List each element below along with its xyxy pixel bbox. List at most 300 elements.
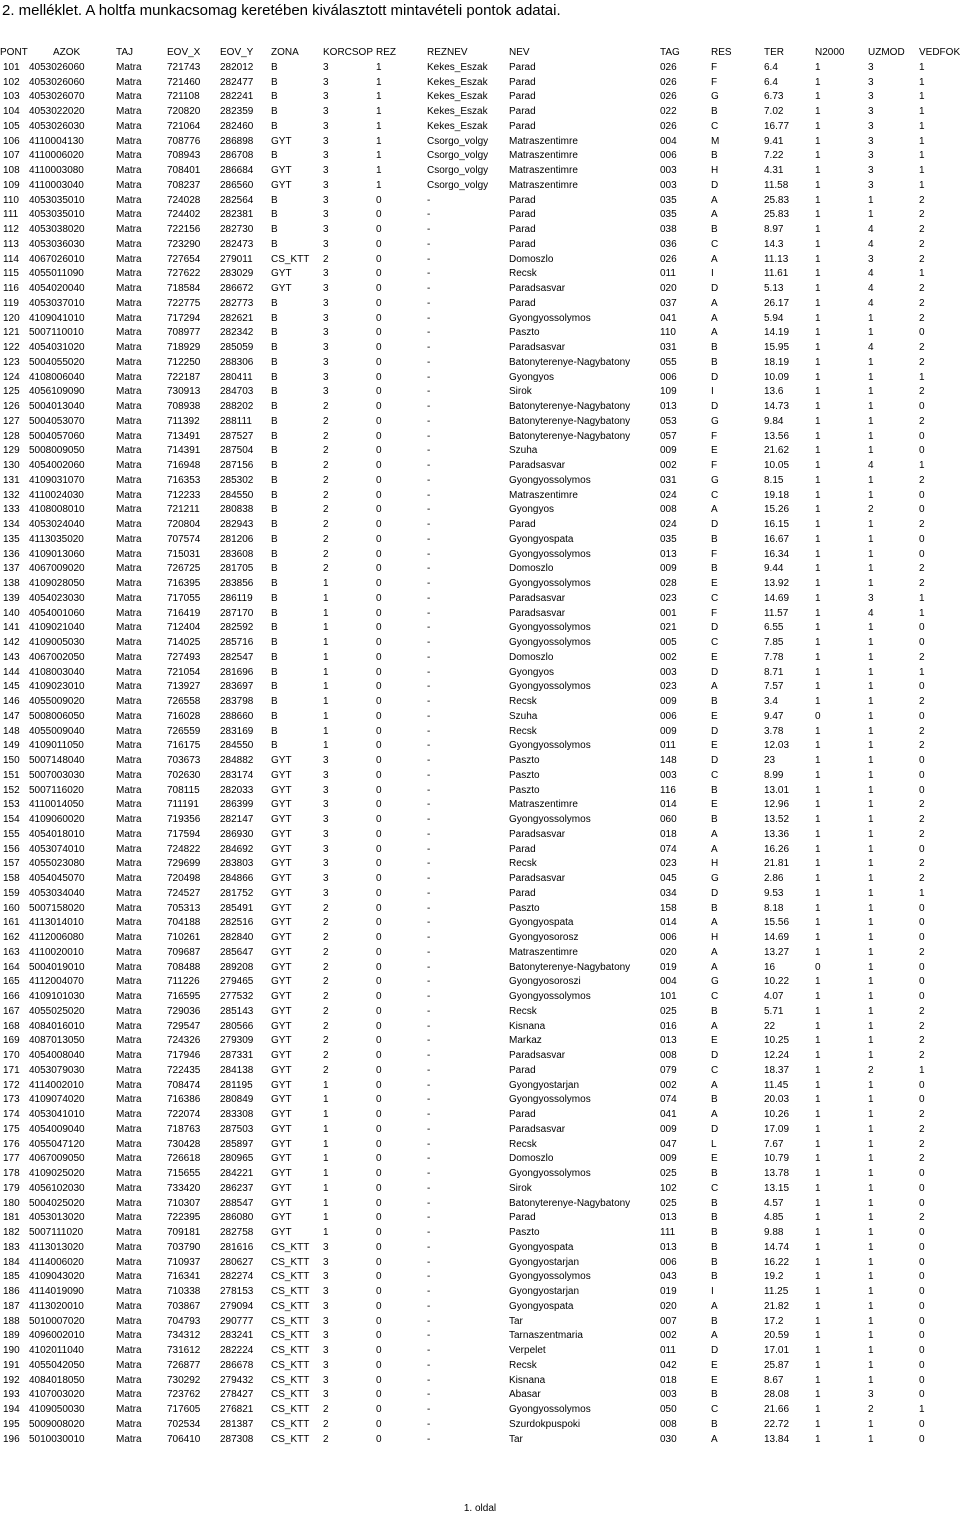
table-cell: B	[271, 224, 278, 235]
table-cell: 2	[323, 1404, 329, 1415]
table-cell: 717605	[167, 1404, 201, 1415]
table-cell: 283803	[220, 858, 254, 870]
table-cell: Batonyterenye-Nagybatony	[509, 430, 631, 442]
table-cell: 2	[323, 548, 329, 560]
table-cell: 1	[815, 179, 821, 191]
table-cell: Gyongyossolymos	[509, 1094, 591, 1106]
table-cell: 035	[660, 209, 677, 221]
table-cell: 024	[660, 489, 677, 501]
table-cell: B	[271, 489, 278, 501]
table-cell: 060	[660, 814, 677, 825]
table-cell: 713491	[167, 430, 201, 442]
table-cell: 19.2	[764, 1271, 784, 1283]
table-cell: 286119	[220, 592, 253, 604]
table-cell: 716175	[167, 740, 201, 752]
table-cell: GYT	[271, 1168, 292, 1179]
table-cell: 280627	[220, 1256, 254, 1268]
table-cell: 2	[919, 297, 925, 309]
table-cell: Batonyterenye-Nagybatony	[509, 356, 631, 368]
table-cell: -	[427, 474, 431, 486]
table-row	[0, 695, 960, 710]
table-cell: 1	[868, 1123, 874, 1135]
table-cell: 2	[323, 445, 329, 457]
table-cell: 4114002010	[29, 1079, 84, 1091]
table-cell: 144	[3, 666, 20, 678]
table-cell: 101	[3, 61, 20, 73]
table-cell: 196	[3, 1433, 20, 1445]
table-cell: Abasar	[509, 1389, 541, 1401]
table-cell: 726558	[167, 696, 201, 707]
table-cell: 1	[815, 740, 821, 752]
table-cell: 1	[323, 681, 329, 693]
table-cell: 282773	[220, 297, 254, 309]
table-cell: 706410	[167, 1433, 201, 1445]
table-cell: Gyongyospata	[509, 917, 574, 929]
table-cell: 050	[660, 1404, 677, 1415]
table-cell: 285143	[220, 1005, 254, 1017]
table-cell: 025	[660, 1005, 677, 1017]
table-cell: GYT	[271, 1094, 292, 1106]
table-cell: 1	[815, 651, 821, 663]
table-cell: Gyongyos	[509, 666, 555, 678]
table-cell: 4112006080	[29, 932, 84, 943]
table-cell: F	[711, 607, 718, 619]
table-cell: 1	[919, 106, 925, 117]
table-cell: 6.4	[764, 76, 778, 88]
table-cell: 153	[3, 799, 20, 811]
table-cell: 132	[3, 489, 20, 501]
table-cell: -	[427, 519, 431, 530]
table-cell: 157	[3, 858, 20, 870]
table-cell: 1	[323, 1079, 329, 1091]
table-row	[0, 1049, 960, 1064]
table-cell: 2	[919, 253, 925, 265]
table-cell: 279465	[220, 976, 254, 988]
table-cell: 158	[660, 902, 677, 914]
table-cell: -	[427, 1300, 431, 1312]
table-cell: -	[427, 1330, 431, 1342]
table-cell: 2	[919, 858, 925, 870]
table-row	[0, 1138, 960, 1153]
table-cell: B	[271, 637, 278, 648]
table-cell: 710338	[167, 1286, 201, 1297]
table-cell: -	[427, 976, 431, 988]
table-cell: A	[711, 194, 718, 206]
table-cell: GYT	[271, 976, 292, 988]
table-cell: Matra	[116, 725, 142, 737]
table-row	[0, 1285, 960, 1300]
table-cell: 1	[868, 1271, 874, 1283]
table-cell: 108	[3, 165, 20, 176]
table-row	[0, 1315, 960, 1330]
table-cell: Paradsasvar	[509, 342, 566, 353]
table-cell: 2	[323, 902, 329, 914]
table-cell: 2	[919, 1109, 925, 1120]
table-cell: -	[427, 224, 431, 235]
table-cell: 2	[919, 1035, 925, 1047]
table-cell: 280849	[220, 1094, 254, 1106]
table-cell: -	[427, 873, 431, 884]
table-cell: 2	[323, 917, 329, 929]
table-cell: 5004057060	[29, 430, 85, 442]
table-cell: 21.81	[764, 858, 790, 870]
table-cell: 1	[815, 401, 821, 412]
table-cell: 031	[660, 474, 677, 486]
table-cell: B	[271, 725, 278, 737]
table-cell: 1	[815, 386, 821, 398]
table-cell: 025	[660, 1168, 677, 1179]
table-cell: 1	[868, 209, 874, 221]
table-cell: 0	[376, 268, 382, 280]
table-cell: 721064	[167, 120, 201, 132]
table-cell: 0	[376, 651, 382, 663]
table-cell: 3	[323, 1300, 329, 1312]
table-cell: 1	[376, 165, 382, 176]
table-cell: 14.74	[764, 1241, 790, 1253]
table-cell: B	[271, 533, 278, 545]
table-cell: 141	[3, 622, 20, 634]
table-cell: F	[711, 548, 718, 560]
table-cell: 1	[868, 961, 874, 973]
table-cell: 021	[660, 622, 677, 634]
table-cell: 1	[919, 76, 925, 88]
table-cell: F	[711, 61, 718, 73]
table-row	[0, 592, 960, 607]
table-cell: 0	[376, 1389, 382, 1401]
table-cell: C	[711, 489, 719, 501]
table-cell: Recsk	[509, 1005, 537, 1017]
table-cell: 1	[868, 932, 874, 943]
table-row	[0, 149, 960, 164]
table-cell: -	[427, 1050, 431, 1061]
table-cell: 4053036030	[29, 238, 85, 250]
table-cell: 1	[815, 592, 821, 604]
table-cell: 1	[376, 91, 382, 103]
table-cell: 0	[919, 769, 925, 781]
table-cell: 0	[376, 489, 382, 501]
table-cell: 0	[376, 209, 382, 221]
table-cell: Recsk	[509, 725, 537, 737]
table-row	[0, 282, 960, 297]
table-cell: 15.95	[764, 342, 790, 353]
table-cell: 1	[868, 1359, 874, 1371]
table-cell: 1	[815, 445, 821, 457]
table-row	[0, 725, 960, 740]
table-cell: 708237	[167, 179, 201, 191]
table-cell: 4110003040	[29, 179, 84, 191]
table-cell: -	[427, 1404, 431, 1415]
table-cell: 3	[323, 1374, 329, 1386]
table-cell: 003	[660, 179, 677, 191]
table-cell: Paszto	[509, 769, 540, 781]
table-cell: 0	[376, 224, 382, 235]
table-cell: Matra	[116, 253, 142, 265]
table-row	[0, 1211, 960, 1226]
table-cell: 122	[3, 342, 20, 353]
table-cell: 4053037010	[29, 297, 85, 309]
table-cell: 0	[376, 858, 382, 870]
table-cell: 283608	[220, 548, 254, 560]
table-cell: 1	[815, 725, 821, 737]
table-cell: 282516	[220, 917, 254, 929]
table-row	[0, 887, 960, 902]
table-cell: 0	[376, 961, 382, 973]
table-cell: 1	[919, 607, 925, 619]
table-cell: 5007148040	[29, 755, 85, 766]
table-cell: 1	[868, 1315, 874, 1327]
table-cell: 1	[815, 578, 821, 589]
table-cell: 014	[660, 917, 677, 929]
table-cell: 028	[660, 578, 677, 589]
table-cell: 0	[376, 445, 382, 457]
table-cell: Paradsasvar	[509, 873, 566, 884]
table-cell: GYT	[271, 828, 292, 840]
table-cell: 2	[919, 651, 925, 663]
table-row	[0, 1167, 960, 1182]
table-cell: 1	[815, 1404, 821, 1415]
table-cell: 115	[3, 268, 19, 280]
table-cell: 5010007020	[29, 1315, 85, 1327]
table-cell: Paradsasvar	[509, 1123, 566, 1135]
table-cell: 1	[815, 430, 821, 442]
table-cell: 280566	[220, 1020, 254, 1032]
table-cell: 0	[919, 622, 925, 634]
table-cell: 1	[868, 327, 874, 339]
table-cell: H	[711, 932, 719, 943]
table-cell: 282359	[220, 106, 254, 117]
table-cell: GYT	[271, 946, 292, 958]
table-cell: 2	[919, 1050, 925, 1061]
table-cell: 21.82	[764, 1300, 790, 1312]
table-cell: 729547	[167, 1020, 201, 1032]
table-cell: 2	[919, 224, 925, 235]
table-cell: 0	[919, 917, 925, 929]
table-cell: 1	[815, 932, 821, 943]
table-cell: 1	[323, 725, 329, 737]
table-cell: 1	[323, 1227, 329, 1238]
table-cell: 193	[3, 1389, 20, 1401]
table-cell: 0	[376, 1271, 382, 1283]
table-cell: 148	[660, 755, 677, 766]
table-cell: 154	[3, 814, 20, 825]
table-cell: 280965	[220, 1153, 254, 1165]
table-row	[0, 164, 960, 179]
table-cell: 5007116020	[29, 784, 84, 796]
table-cell: 11.61	[764, 268, 789, 280]
table-cell: 142	[3, 637, 20, 648]
table-cell: 0	[376, 1109, 382, 1120]
table-cell: 713927	[167, 681, 201, 693]
table-cell: 717594	[167, 828, 201, 840]
table-cell: 4108008010	[29, 504, 85, 516]
table-cell: 1	[868, 312, 874, 324]
table-row	[0, 120, 960, 135]
table-cell: Matra	[116, 445, 142, 457]
table-cell: D	[711, 371, 719, 383]
table-row	[0, 857, 960, 872]
table-cell: 1	[815, 991, 821, 1002]
table-cell: 1	[323, 1153, 329, 1165]
table-cell: 708401	[167, 165, 201, 176]
column-header: RES	[711, 47, 732, 58]
table-cell: 111	[660, 1227, 676, 1238]
table-cell: Matra	[116, 194, 142, 206]
table-cell: 284866	[220, 873, 254, 884]
table-cell: 139	[3, 592, 20, 604]
table-cell: H	[711, 858, 719, 870]
table-cell: 124	[3, 371, 20, 383]
table-cell: 1	[868, 740, 874, 752]
table-cell: 1	[868, 814, 874, 825]
table-cell: Parad	[509, 91, 536, 103]
table-cell: 116	[660, 784, 676, 796]
table-cell: 716353	[167, 474, 201, 486]
table-cell: 0	[376, 666, 382, 678]
table-cell: 002	[660, 651, 677, 663]
table-cell: 004	[660, 135, 677, 147]
table-cell: 284882	[220, 755, 254, 766]
table-cell: 1	[868, 489, 874, 501]
table-cell: -	[427, 1168, 431, 1179]
table-cell: 710261	[167, 932, 201, 943]
table-cell: Paszto	[509, 784, 540, 796]
table-cell: C	[711, 592, 719, 604]
table-cell: -	[427, 1433, 431, 1445]
table-cell: 9.53	[764, 887, 784, 899]
table-cell: 289208	[220, 961, 254, 973]
table-cell: B	[711, 224, 718, 235]
table-cell: Paszto	[509, 327, 540, 339]
table-cell: 0	[376, 917, 382, 929]
table-cell: 18.37	[764, 1064, 790, 1076]
table-cell: 288202	[220, 401, 254, 412]
table-cell: 10.26	[764, 1109, 790, 1120]
table-cell: Matra	[116, 1300, 142, 1312]
table-cell: Domoszlo	[509, 563, 554, 575]
table-row	[0, 931, 960, 946]
table-cell: 0	[376, 415, 382, 427]
table-cell: 723290	[167, 238, 201, 250]
table-row	[0, 1197, 960, 1212]
table-cell: Matra	[116, 784, 142, 796]
table-row	[0, 76, 960, 91]
table-cell: CS_KTT	[271, 253, 310, 265]
table-cell: 4109031070	[29, 474, 85, 486]
table-cell: 16.15	[764, 519, 790, 530]
table-cell: 1	[815, 858, 821, 870]
table-cell: 0	[376, 474, 382, 486]
table-cell: Matra	[116, 504, 142, 516]
table-cell: 716419	[167, 607, 201, 619]
table-cell: 0	[376, 1315, 382, 1327]
table-cell: 1	[815, 666, 821, 678]
table-cell: 160	[3, 902, 20, 914]
table-cell: B	[271, 519, 278, 530]
table-cell: 3	[868, 61, 874, 73]
table-cell: 8.18	[764, 902, 784, 914]
table-cell: Szurdokpuspoki	[509, 1418, 581, 1430]
table-cell: Matra	[116, 312, 142, 324]
table-cell: 4053079030	[29, 1064, 85, 1076]
table-cell: Matra	[116, 622, 142, 634]
table-cell: 10.79	[764, 1153, 790, 1165]
table-cell: 717946	[167, 1050, 201, 1061]
table-row	[0, 1034, 960, 1049]
table-cell: 716341	[167, 1271, 201, 1283]
table-cell: 019	[660, 1286, 677, 1297]
table-cell: 2	[323, 489, 329, 501]
page-number: 1. oldal	[463, 1503, 497, 1514]
table-cell: CS_KTT	[271, 1271, 310, 1283]
table-cell: 0	[376, 401, 382, 412]
table-cell: 018	[660, 828, 677, 840]
table-row	[0, 1388, 960, 1403]
table-cell: 1	[868, 386, 874, 398]
table-cell: 3.4	[764, 696, 778, 707]
table-cell: 1	[868, 976, 874, 988]
table-cell: -	[427, 194, 431, 206]
table-cell: 0	[376, 1330, 382, 1342]
table-cell: CS_KTT	[271, 1315, 310, 1327]
table-cell: -	[427, 607, 431, 619]
table-cell: 0	[919, 430, 925, 442]
table-cell: 1	[868, 681, 874, 693]
table-cell: 4067026010	[29, 253, 85, 265]
table-cell: CS_KTT	[271, 1330, 310, 1342]
table-cell: 708776	[167, 135, 201, 147]
table-cell: Matra	[116, 401, 142, 412]
table-cell: B	[271, 548, 278, 560]
table-cell: 4055023080	[29, 858, 85, 870]
table-cell: 724527	[167, 887, 201, 899]
table-cell: 3	[323, 386, 329, 398]
table-cell: 278153	[220, 1286, 254, 1297]
table-cell: 0	[376, 1241, 382, 1253]
table-cell: 101	[660, 991, 677, 1002]
table-cell: 15.26	[764, 504, 790, 516]
table-cell: F	[711, 430, 718, 442]
table-cell: 14.73	[764, 401, 790, 412]
table-cell: 0	[919, 1168, 925, 1179]
table-cell: 0	[919, 445, 925, 457]
table-cell: Parad	[509, 297, 536, 309]
table-cell: GYT	[271, 917, 292, 929]
table-cell: -	[427, 1271, 431, 1283]
table-cell: 034	[660, 887, 677, 899]
table-cell: 711226	[167, 976, 200, 988]
table-cell: 1	[815, 622, 821, 634]
table-row	[0, 666, 960, 681]
table-cell: 161	[3, 917, 20, 929]
table-cell: 0	[919, 548, 925, 560]
table-cell: 279094	[220, 1300, 254, 1312]
table-cell: Kekes_Eszak	[427, 120, 488, 132]
table-cell: 1	[868, 1345, 874, 1356]
table-cell: D	[711, 1345, 719, 1356]
table-cell: 282033	[220, 784, 254, 796]
table-row	[0, 194, 960, 209]
table-cell: 2	[919, 799, 925, 811]
table-cell: 1	[815, 342, 821, 353]
table-cell: 287503	[220, 1123, 254, 1135]
table-cell: 1	[815, 371, 821, 383]
data-table	[0, 46, 960, 1447]
table-cell: Matra	[116, 902, 142, 914]
table-cell: 1	[815, 681, 821, 693]
table-cell: 3	[868, 135, 874, 147]
table-cell: 5004053070	[29, 415, 85, 427]
table-cell: 0	[376, 784, 382, 796]
